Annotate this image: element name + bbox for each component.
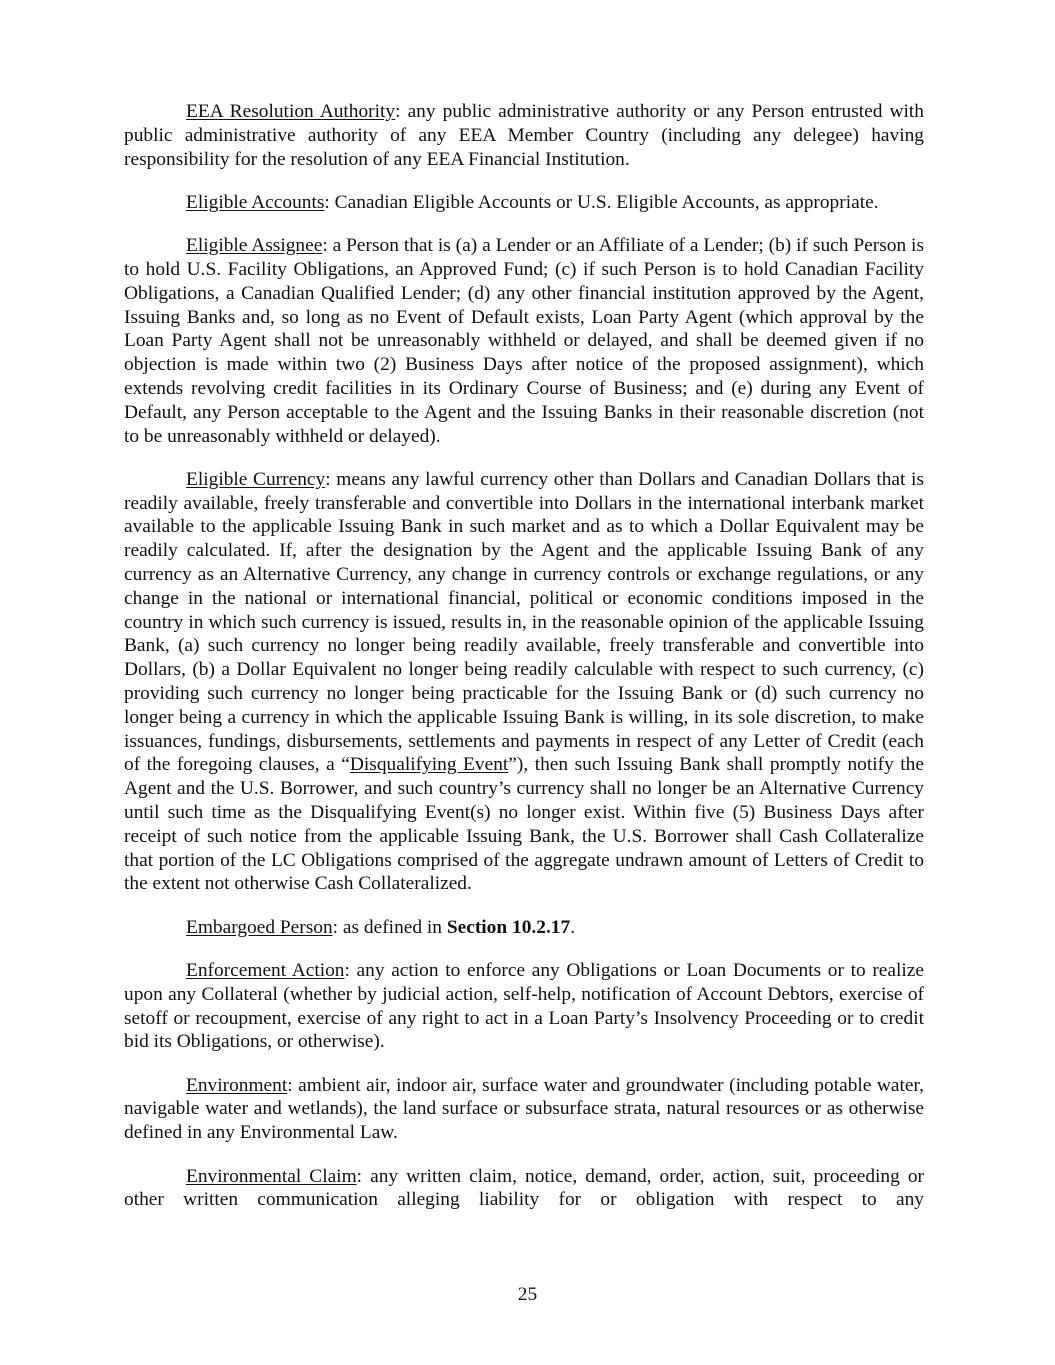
defined-term: Environmental Claim — [186, 1165, 357, 1187]
definition-text: any public administrative authority or any Person entrusted with public administrative authority of any EEA Member Country (including any delegee) having responsibility for the resolution of any EEA Financial Institution. — [124, 101, 924, 170]
definition-text: any written claim, notice, demand, order, action, suit, proceeding or other written communication alleging liability for or obligation with respect to any — [124, 1165, 924, 1211]
definition-text: Canadian Eligible Accounts or U.S. Eligible Accounts, as appropriate. — [334, 191, 879, 213]
definition-enforcement-action: Enforcement Action: any action to enforce any Obligations or Loan Documents or to realize upon any Collateral (whether by judicial action, self-help, notification of Account Debtors, exercise of setoff or recoupment, exercise of any right to act in a Loan Party’s Insolvency Proceeding or to credit bid its Obligations, or otherwise). — [124, 960, 924, 1053]
definition-text: ambient air, indoor air, surface water and groundwater (including potable water, navigable water and wetlands), the land surface or subsurface strata, natural resources or as otherwise defined in any Environmental Law. — [124, 1074, 924, 1144]
definition-text: as defined in — [342, 916, 447, 938]
defined-term: Enforcement Action — [186, 960, 345, 981]
defined-term: Environment — [186, 1074, 288, 1096]
definition-text: means any lawful currency other than Dollars and Canadian Dollars that is readily available, freely transferable and convertible into Dollars in the international interbank market available to the applicable Issuing Bank in such market and as to which a Dollar Equivalent may be readily calculated. If, after the designation by the Agent and the applicable Issuing Bank of any currency as an Alternative Currency, any change in currency controls or exchange regulations, or any change in the national or international financial, political or economic conditions imposed in the country in which such currency is issued, results in, in the reasonable opinion of the applicable Issuing Bank, (a) such currency no longer being readily available, freely transferable and convertible into Dollars, (b) a Dollar Equivalent no longer being readily calculable with respect to such currency, (c) providing such currency no longer being practicable for the Issuing Bank or (d) such currency no longer being a currency in which the applicable Issuing Bank is willing, in its sole discretion, to make issuances, fundings, disbursements, settlements and payments in respect of any Letter of Credit (each of the foregoing clauses, a “ — [124, 468, 924, 776]
definition-eea-resolution-authority: EEA Resolution Authority: any public administrative authority or any Person entrusted with public administrative authority of any EEA Member Country (including any delegee) having responsibility for the resolution of any EEA Financial Institution. — [124, 101, 924, 170]
definition-environment: Environment: ambient air, indoor air, surface water and groundwater (including potable water, navigable water and wetlands), the land surface or subsurface strata, natural resources or as otherwise defined in any Environmental Law. — [124, 1074, 924, 1144]
definition-text: any action to enforce any Obligations or Loan Documents or to realize upon any Collateral (whether by judicial action, self-help, notification of Account Debtors, exercise of setoff or recoupment, exercise of any right to act in a Loan Party’s Insolvency Proceeding or to credit bid its Obligations, or otherwise). — [124, 960, 924, 1053]
defined-term: Eligible Accounts — [186, 191, 325, 213]
defined-term: Eligible Currency — [186, 468, 326, 490]
section-reference: Section 10.2.17 — [446, 916, 571, 938]
page-number: 25 — [517, 1284, 538, 1305]
defined-term: EEA Resolution Authority — [186, 101, 396, 122]
definition-environmental-claim: Environmental Claim: any written claim, notice, demand, order, action, suit, proceeding or other written communication alleging liability for or obligation with respect to any — [124, 1165, 924, 1211]
definition-eligible-accounts: Eligible Accounts: Canadian Eligible Accounts or U.S. Eligible Accounts, as appropriate. — [186, 191, 879, 213]
definition-eligible-currency: Eligible Currency: means any lawful currency other than Dollars and Canadian Dollars that is readily available, freely transferable and convertible into Dollars in the international interbank market available to the applicable Issuing Bank in such market and as to which a Dollar Equivalent may be readily calculated. If, after the designation by the Agent and the applicable Issuing Bank of any currency as an Alternative Currency, any change in currency controls or exchange regulations, or any change in the national or international financial, political or economic conditions imposed in the country in which such currency is issued, results in, in the reasonable opinion of the applicable Issuing Bank, (a) such currency no longer being readily available, freely transferable and convertible into Dollars, (b) a Dollar Equivalent no longer being readily calculable with respect to such currency, (c) providing such currency no longer being practicable for the Issuing Bank or (d) such currency no longer being a currency in which the applicable Issuing Bank is willing, in its sole discretion, to make issuances, fundings, disbursements, settlements and payments in respect of any Letter of Credit (each of the foregoing clauses, a “Disqualifying Event”), then such Issuing Bank shall promptly notify the Agent and the U.S. Borrower, and such country’s currency shall no longer be an Alternative Currency until such time as the Disqualifying Event(s) no longer exist. Within five (5) Business Days after receipt of such notice from the applicable Issuing Bank, the U.S. Borrower shall Cash Collateralize that portion of the LC Obligations comprised of the aggregate undrawn amount of Letters of Credit to the extent not otherwise Cash Collateralized. — [124, 468, 924, 895]
inner-defined-term: Disqualifying Event — [349, 754, 509, 776]
definition-text-continued: ”), then such Issuing Bank shall promptly notify the Agent and the U.S. Borrower, and such country’s currency shall no longer be an Alternative Currency until such time as the Disqualifying Event(s) no longer exist. Within five (5) Business Days after receipt of such notice from the applicable Issuing Bank, the U.S. Borrower shall Cash Collateralize that portion of the LC Obligations comprised of the aggregate undrawn amount of Letters of Credit to the extent not otherwise Cash Collateralized. — [124, 754, 924, 895]
defined-term: Eligible Assignee — [186, 235, 323, 257]
definition-text: a Person that is (a) a Lender or an Affiliate of a Lender; (b) if such Person is to hold U.S. Facility Obligations, an Approved Fund; (c) if such Person is to hold Canadian Facility Obligations, a Canadian Qualified Lender; (d) any other financial institution approved by the Agent, Issuing Banks and, so long as no Event of Default exists, Loan Party Agent (which approval by the Loan Party Agent shall not be unreasonably withheld or delayed, and shall be deemed given if no objection is made within two (2) Business Days after notice of the proposed assignment), which extends revolving credit facilities in its Ordinary Course of Business; and (e) during any Event of Default, any Person acceptable to the Agent and the Issuing Banks in their reasonable discretion (not to be unreasonably withheld or delayed). — [124, 235, 924, 447]
defined-term: Embargoed Person — [186, 916, 333, 938]
definition-embargoed-person: Embargoed Person: as defined in Section 10.2.17. — [186, 916, 576, 938]
document-page — [124, 100, 924, 1232]
definition-eligible-assignee: Eligible Assignee: a Person that is (a) a Lender or an Affiliate of a Lender; (b) if such Person is to hold U.S. Facility Obligations, an Approved Fund; (c) if such Person is to hold Canadian Facility Obligations, a Canadian Qualified Lender; (d) any other financial institution approved by the Agent, Issuing Banks and, so long as no Event of Default exists, Loan Party Agent (which approval by the Loan Party Agent shall not be unreasonably withheld or delayed, and shall be deemed given if no objection is made within two (2) Business Days after notice of the proposed assignment), which extends revolving credit facilities in its Ordinary Course of Business; and (e) during any Event of Default, any Person acceptable to the Agent and the Issuing Banks in their reasonable discretion (not to be unreasonably withheld or delayed). — [124, 235, 924, 447]
